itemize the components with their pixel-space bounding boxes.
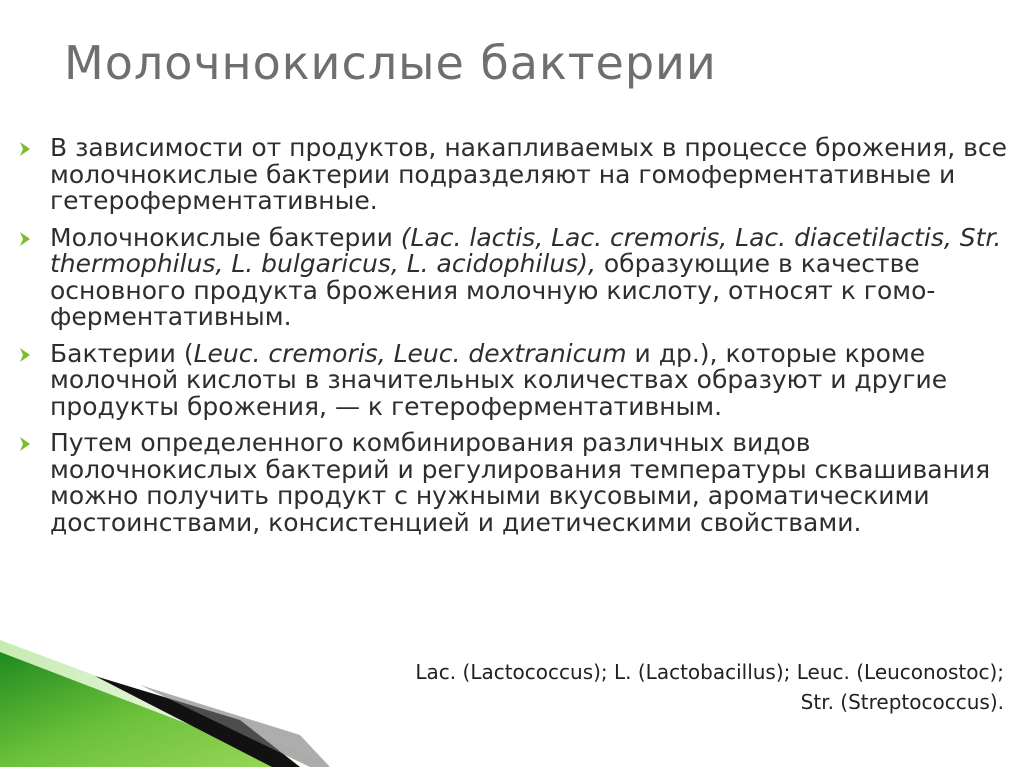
bullet-arrow-icon (20, 437, 30, 451)
bullet-list (18, 135, 1008, 546)
bullet-text: Бактерии ( (50, 338, 194, 368)
bullet-item (18, 222, 1008, 331)
footnote-line-2: Str. (Streptococcus). (800, 690, 1004, 714)
bullet-item (18, 338, 1008, 421)
bullet-item (18, 430, 1008, 536)
footnote-line-1: Lac. (Lactococcus); L. (Lactobacillus); Leuc. (Leuconostoc); (415, 660, 1004, 684)
bullet-arrow-icon (20, 142, 30, 156)
bullet-text: Молочнокислые бактерии (50, 222, 401, 252)
bullet-text-italic: Leuc. cremoris, Leuc. dextranicum (193, 338, 627, 368)
bullet-text: Путем определенного комбинирования различных видов молочнокислых бактерий и регулирования температуры сквашивания можно получить продукт с нужными вкусовыми, ароматическими достоинствами, консистенцией и диетическими свойствами. (50, 428, 991, 537)
bullet-arrow-icon (20, 348, 30, 362)
bullet-text: В зависимости от продуктов, накапливаемых в процессе брожения, все молочнокислые бактерии подразделяют на гомоферментативные и гетероферментативные. (50, 133, 1008, 215)
slide-title: Молочнокислые бактерии (64, 36, 717, 90)
bullet-text: образующие в качестве основного продукта брожения молочную кислоту, относят к гомо- ферментативным. (50, 249, 936, 331)
footnote (415, 657, 1004, 717)
bullet-arrow-icon (20, 232, 30, 246)
bullet-text: и др.), которые кроме молочной кислоты в значительных количествах образуют и другие продукты брожения, — к гетероферментативным. (50, 338, 948, 421)
bullet-text-italic: (Lac. lactis, Lac. cremoris, Lac. diacetilactis, Str. thermophilus, L. bulgaricus, L. acidophilus), (50, 222, 1002, 278)
bullet-item (18, 135, 1008, 215)
